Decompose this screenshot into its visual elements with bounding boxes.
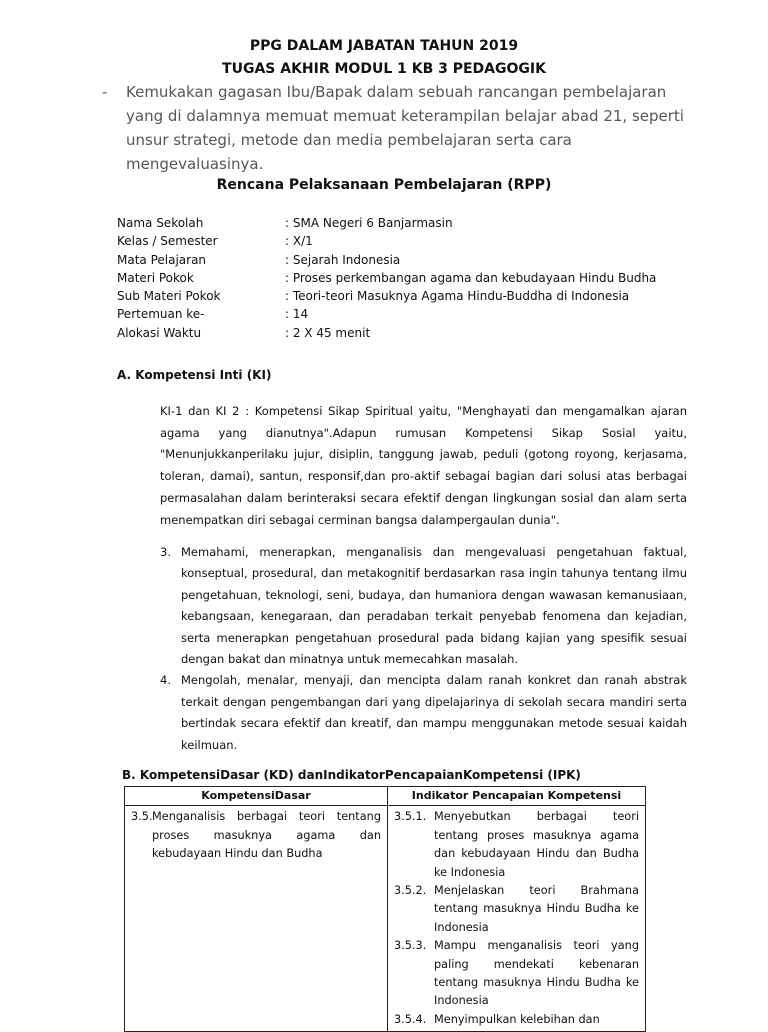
- info-row-subject: [117, 251, 677, 269]
- document-title-line2: TUGAS AKHIR MODUL 1 KB 3 PEDAGOGIK: [222, 61, 546, 77]
- info-row-school: [117, 214, 677, 232]
- kd-column-header: KompetensiDasar: [125, 787, 388, 806]
- section-a-heading: A. Kompetensi Inti (KI): [117, 368, 272, 382]
- info-row-time: [117, 324, 677, 342]
- ipk-item: [394, 808, 639, 882]
- kd-ipk-table: [124, 786, 646, 1032]
- ipk-text: Menyimpulkan kelebihan dan: [434, 1012, 600, 1026]
- ki-item-number: 3.: [160, 545, 171, 559]
- ki-item-number: 4.: [160, 673, 171, 688]
- task-dash: -: [102, 83, 108, 101]
- info-value: : 14: [285, 307, 309, 322]
- kd-number: 3.5.: [131, 810, 153, 824]
- ipk-column-header: Indikator Pencapaian Kompetensi: [388, 787, 646, 806]
- rpp-title: Rencana Pelaksanaan Pembelajaran (RPP): [216, 177, 552, 193]
- ipk-number: 3.5.2.: [394, 884, 427, 898]
- info-row-class: [117, 232, 677, 250]
- info-label: Mata Pelajaran: [117, 252, 207, 267]
- ipk-cell: [388, 806, 646, 1032]
- info-row-meeting: [117, 305, 677, 323]
- ipk-number: 3.5.3.: [394, 939, 427, 953]
- info-label: Materi Pokok: [117, 270, 194, 285]
- info-value: : Proses perkembangan agama dan kebudayaan Hindu Budha: [285, 270, 657, 285]
- ki-list: [160, 542, 687, 756]
- ipk-text: Menjelaskan teori Brahmana tentang masuknya Hindu Budha ke Indonesia: [434, 884, 639, 934]
- ki-item-text: Mengolah, menalar, menyaji, dan mencipta dalam ranah konkret dan ranah abstrak terkait dengan pengembangan dari yang dipelajarinya di sekolah secara mandiri serta bertindak secara efektif dan kreatif, dan mampu menggunakan metode sesuai kaidah keilmuan.: [181, 673, 687, 752]
- ki-list-item: [160, 542, 687, 670]
- info-value: : Teori-teori Masuknya Agama Hindu-Buddha di Indonesia: [285, 289, 630, 304]
- info-label: Alokasi Waktu: [117, 325, 202, 340]
- info-row-subtopic: [117, 287, 677, 305]
- ipk-number: 3.5.4.: [394, 1012, 427, 1026]
- kd-item: [131, 808, 381, 863]
- ki-list-item: [160, 670, 687, 756]
- info-value: : X/1: [285, 234, 313, 249]
- ipk-text: Mampu menganalisis teori yang paling mendekati kebenaran tentang masuknya Hindu Budha ke Indonesia: [434, 939, 639, 1008]
- info-label: Sub Materi Pokok: [117, 289, 221, 304]
- info-value: : SMA Negeri 6 Banjarmasin: [285, 216, 453, 230]
- info-label: Nama Sekolah: [117, 216, 204, 230]
- document-title-line1: PPG DALAM JABATAN TAHUN 2019: [249, 38, 519, 54]
- table-header-row: [125, 787, 646, 806]
- table-row: [125, 806, 646, 1032]
- school-info-list: [117, 214, 677, 342]
- section-b-heading: B. KompetensiDasar (KD) danIndikatorPencapaianKompetensi (IPK): [122, 768, 581, 782]
- ki-paragraph: KI-1 dan KI 2 : Kompetensi Sikap Spiritual yaitu, "Menghayati dan mengamalkan ajaran agama yang dianutnya".Adapun rumusan Kompetensi Sikap Sosial yaitu, "Menunjukkanperilaku jujur, disiplin, tanggung jawab, peduli (gotong royong, kerjasama, toleran, damai), santun, responsif,dan pro-aktif sebagai bagian dari solusi atas berbagai permasalahan dalam berinteraksi secara efektif dengan lingkungan sosial dan alam serta menempatkan diri sebagai cerminan bangsa dalampergaulan dunia".: [160, 404, 687, 527]
- kd-text: Menganalisis berbagai teori tentang proses masuknya agama dan kebudayaan Hindu dan Budha: [152, 810, 381, 861]
- ipk-text: Menyebutkan berbagai teori tentang proses masuknya agama dan kebudayaan Hindu dan Budha ke Indonesia: [434, 810, 639, 879]
- ki-item-text: Memahami, menerapkan, menganalisis dan mengevaluasi pengetahuan faktual, konseptual, prosedural, dan metakognitif berdasarkan rasa ingin tahunya tentang ilmu pengetahuan, teknologi, seni, budaya, dan humaniora dengan wawasan kemanusiaan, kebangsaan, kenegaraan, dan peradaban terkait penyebab fenomena dan kejadian, serta menerapkan pengetahuan prosedural pada bidang kajian yang spesifik sesuai dengan bakat dan minatnya untuk memecahkan masalah.: [181, 545, 687, 667]
- task-text: Kemukakan gagasan Ibu/Bapak dalam sebuah rancangan pembelajaran yang di dalamnya memuat memuat keterampilan belajar abad 21, seperti unsur strategi, metode dan media pembelajaran serta cara mengevaluasinya.: [126, 83, 684, 173]
- info-row-topic: [117, 269, 677, 287]
- info-label: Kelas / Semester: [117, 234, 218, 249]
- ipk-item: [394, 882, 639, 937]
- ipk-item: [394, 937, 639, 1011]
- kd-cell: [125, 806, 388, 1032]
- ipk-number: 3.5.1.: [394, 810, 427, 824]
- ipk-item: [394, 1011, 639, 1029]
- info-value: : Sejarah Indonesia: [285, 252, 401, 267]
- info-label: Pertemuan ke-: [117, 307, 205, 322]
- info-value: : 2 X 45 menit: [285, 325, 371, 340]
